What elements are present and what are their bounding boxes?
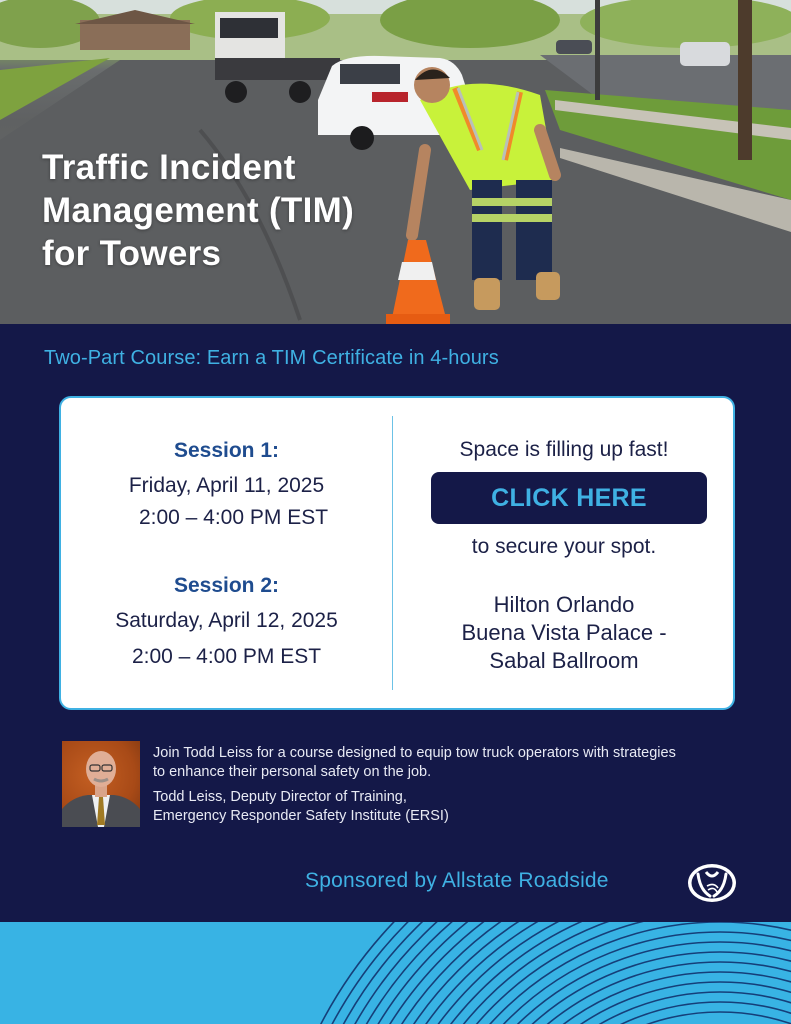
venue-line-3: Sabal Ballroom xyxy=(489,648,639,673)
instructor-photo xyxy=(62,741,140,827)
venue xyxy=(393,591,735,675)
instructor-bio xyxy=(62,741,682,827)
click-here-button[interactable]: CLICK HERE xyxy=(431,472,707,524)
session-2-time: 2:00 – 4:00 PM EST xyxy=(131,645,322,668)
title-line-3: for Towers xyxy=(42,234,222,273)
main-section xyxy=(0,324,791,922)
instructor-name-title: Todd Leiss, Deputy Director of Training, xyxy=(153,789,407,805)
session-2-label: Session 2: xyxy=(173,574,280,597)
session-1-time: 2:00 – 4:00 PM EST xyxy=(138,506,329,529)
bio-text xyxy=(153,744,683,826)
instructor-portrait-illustration xyxy=(62,741,140,827)
hero-image xyxy=(0,0,791,324)
title-line-1: Traffic Incident xyxy=(42,148,296,187)
decorative-footer-band xyxy=(0,922,791,1024)
cta-intro: Space is filling up fast! xyxy=(459,438,669,461)
session-1-label: Session 1: xyxy=(173,439,280,462)
session-1-date: Friday, April 11, 2025 xyxy=(128,474,325,497)
concentric-arcs-pattern xyxy=(0,922,791,1024)
instructor-credentials xyxy=(153,788,683,826)
venue-line-2: Buena Vista Palace - xyxy=(461,620,667,645)
allstate-hands-icon xyxy=(686,862,738,904)
cta-outro: to secure your spot. xyxy=(471,535,657,558)
page-title xyxy=(42,146,354,275)
title-line-2: Management (TIM) xyxy=(42,191,355,230)
bio-description: Join Todd Leiss for a course designed to equip tow truck operators with strategies to enhance their personal safety on the job. xyxy=(153,745,676,780)
venue-line-1: Hilton Orlando xyxy=(493,592,635,617)
sponsor-text: Sponsored by Allstate Roadside xyxy=(305,869,609,892)
sessions-card xyxy=(59,396,735,710)
course-subtitle: Two-Part Course: Earn a TIM Certificate in 4-hours xyxy=(44,347,499,369)
session-2-date: Saturday, April 12, 2025 xyxy=(115,609,338,632)
instructor-organization: Emergency Responder Safety Institute (ERSI) xyxy=(153,808,449,824)
